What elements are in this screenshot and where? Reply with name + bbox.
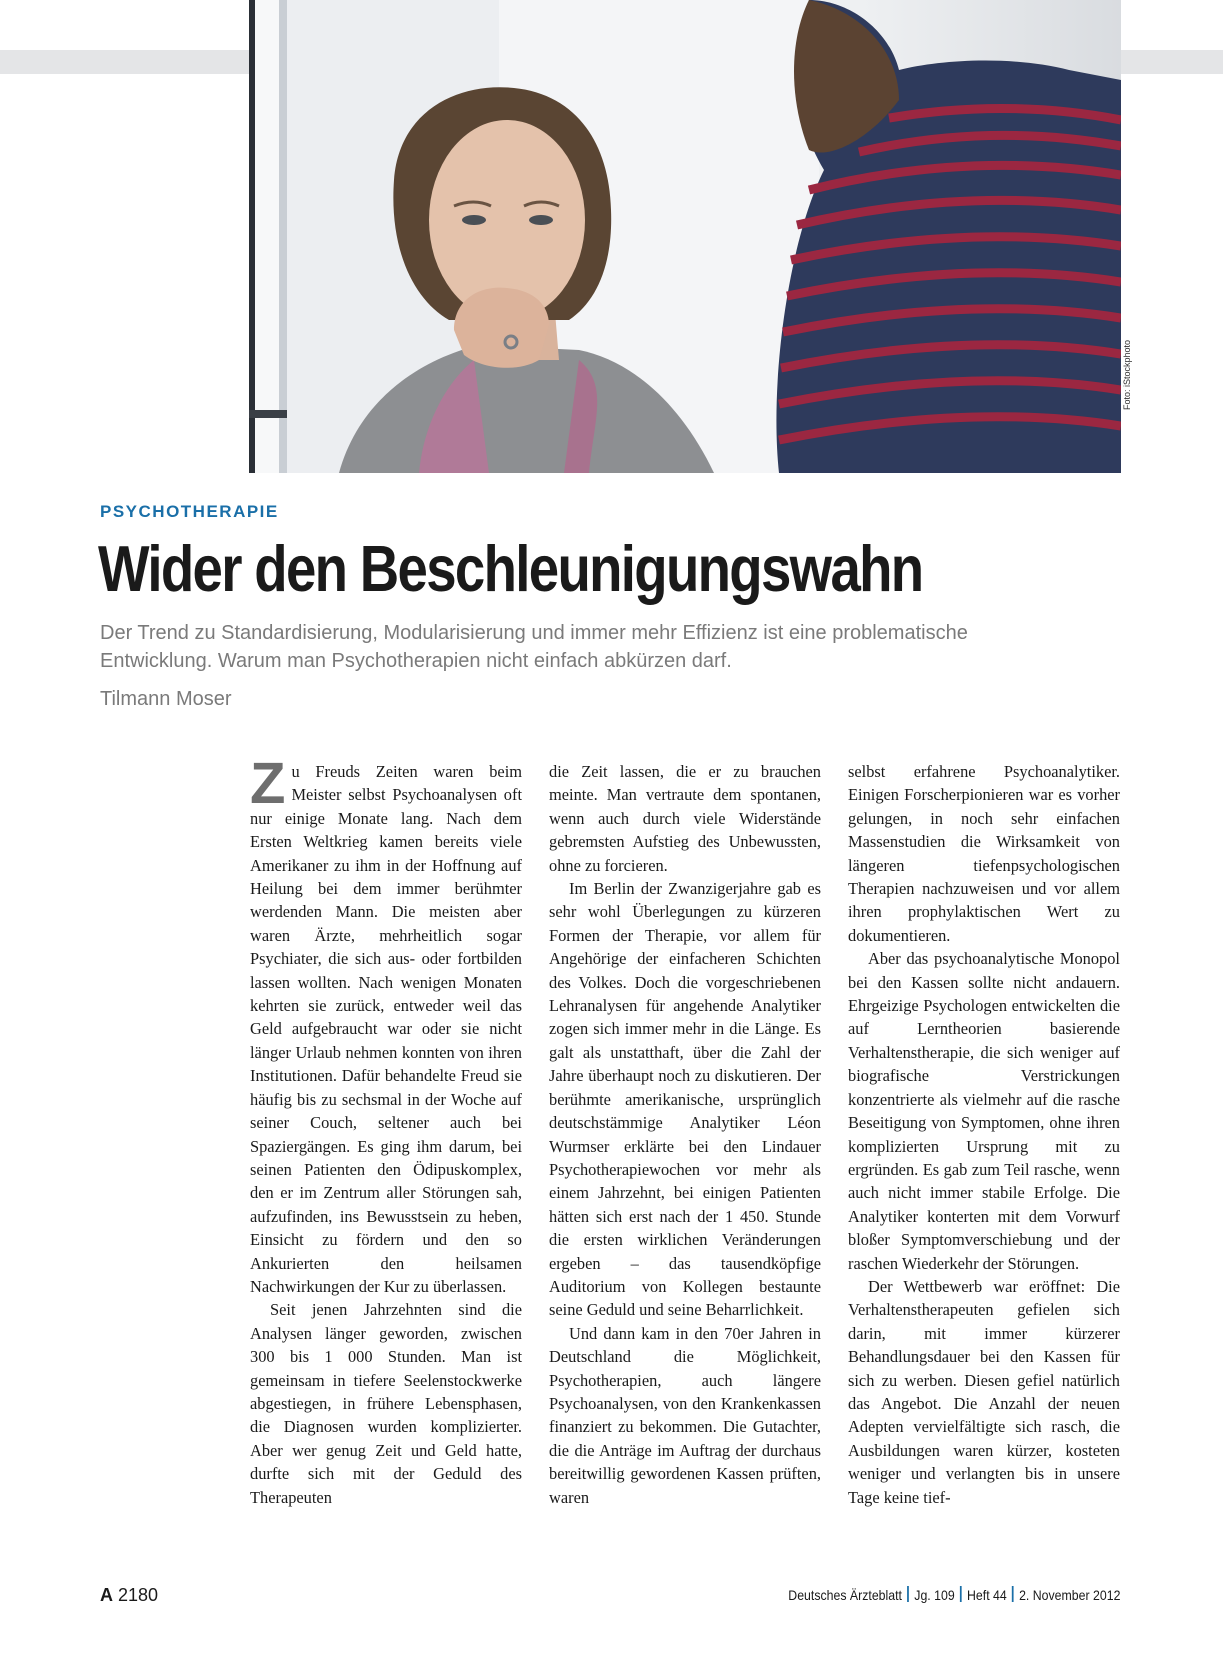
paragraph: Zu Freuds Zeiten waren beim Meister selbst Psychoanalysen oft nur einige Monate lang. Nach dem Ersten Weltkrieg kamen bereits viele Amerikaner zu ihm in der Hoffnung auf Heilung bei dem immer berühmter werdenden Mann. Die meisten aber waren Ärzte, mehrheitlich sogar Psychiater, die sich aus- oder fortbilden lassen wollten. Nach wenigen Monaten kehrten sie zurück, entweder weil das Geld aufgebraucht war oder sie nicht länger Urlaub nehmen konnten von ihren Institutionen. Dafür behandelte Freud sie häufig bis zu sechsmal in der Woche auf seiner Couch, seltener auch bei Spaziergängen. Es ging ihm darum, bei seinen Patienten den Ödipuskomplex, den er im Zentrum aller Störungen sah, aufzufinden, ins Bewusstsein zu heben, Einsicht zu fördern und den so Ankurierten den heilsamen Nachwirkungen der Kur zu überlassen. — [250, 751, 522, 1296]
text-column-3 — [848, 760, 1120, 1509]
section-label: PSYCHOTHERAPIE — [100, 502, 279, 521]
photo-credit: Foto: iStockphoto — [1122, 339, 1132, 410]
separator — [1012, 1586, 1014, 1602]
separator — [960, 1586, 962, 1602]
text-column-1 — [250, 751, 522, 1509]
page-number: A 2180 — [100, 1585, 159, 1605]
journal-issue: Heft 44 — [966, 1587, 1007, 1603]
drop-cap: Z — [250, 751, 286, 816]
paragraph: Der Wettbewerb war eröffnet: Die Verhaltenstherapeuten gefielen sich darin, mit immer kürzerer Behandlungsdauer bei den Kassen für sich zu werben. Diesen gefiel natürlich das Angebot. Die Anzahl der neuen Adepten vervielfältigte sich rasch, die Ausbildungen waren kürzer, kosteten weniger und verlangten bis in unsere Tage keine tief- — [848, 1276, 1120, 1507]
article-photo — [249, 0, 1121, 473]
paragraph: Und dann kam in den 70er Jahren in Deutschland die Möglichkeit, Psychotherapien, auch längere Psychoanalysen, von den Krankenkassen finanziert zu bekommen. Die Gutachter, die die Anträge im Auftrag der durchaus bereitwillig gewordenen Kassen prüften, waren — [549, 1323, 821, 1507]
issue-date: 2. November 2012 — [1018, 1587, 1120, 1603]
subtitle: Der Trend zu Standardisierung, Modularisierung und immer mehr Effizienz ist eine problematische Entwicklung. Warum man Psychotherapien nicht einfach abkürzen darf. — [100, 622, 968, 672]
separator — [907, 1586, 909, 1602]
paragraph: Im Berlin der Zwanzigerjahre gab es sehr wohl Überlegungen zu kürzeren Formen der Therapie, vor allem für Angehörige der einfacheren Schichten des Volkes. Doch die vorgeschriebenen Lehranalysen für angehende Analytiker zogen sich immer mehr in die Länge. Es galt als unstatthaft, über die Zahl der Jahre überhaupt noch zu diskutieren. Der berühmte amerikanische, ursprünglich deutschstämmige Analytiker Léon Wurmser erklärte bei den Lindauer Psychotherapiewochen vor mehr als einem Jahrzehnt, bei einigen Patienten hätten sich erst nach der 1 450. Stunde die ersten wirklichen Veränderungen ergeben – das tausendköpfige Auditorium von Kollegen bestaunte seine Geduld und seine Beharrlichkeit. — [549, 879, 821, 1320]
paragraph: selbst erfahrene Psychoanalytiker. Einigen Forscherpionieren war es vorher gelungen, in noch sehr einfachen Massenstudien die Wirksamkeit von längeren tiefenpsychologischen Therapien nachzuweisen und vor allem ihren prophylaktischen Wert zu dokumentieren. — [848, 762, 1120, 945]
paragraph: Aber das psychoanalytische Monopol bei den Kassen sollte nicht andauern. Ehrgeizige Psychologen entwickelten die auf Lerntheorien basierende Verhaltenstherapie, die sich weniger auf biografische Verstrickungen konzentrierte als vielmehr auf die rasche Beseitigung von Symptomen, ohne ihren komplizierten Ursprung mit zu ergründen. Es gab zum Teil rasche, wenn auch nicht immer stabile Erfolge. Die Analytiker konterten mit dem Vorwurf bloßer Symptomverschiebung und der raschen Wiederkehr der Störungen. — [848, 949, 1120, 1273]
journal-volume: Jg. 109 — [913, 1587, 955, 1603]
paragraph: die Zeit lassen, die er zu brauchen meinte. Man vertraute dem spontanen, wenn auch durch viele Widerstände gebremsten Aufstieg des Unbewussten, ohne zu forcieren. — [549, 762, 821, 875]
paragraph: Seit jenen Jahrzehnten sind die Analysen länger geworden, zwischen 300 bis 1 000 Stunden. Man ist gemeinsam in tiefere Seelenstockwerke abgestiegen, in frühere Lebensphasen, die Diagnosen wurden komplizierter. Aber wer genug Zeit und Geld hatte, durfte sich mit der Geduld des Therapeuten — [250, 1300, 522, 1507]
text-column-2 — [549, 760, 821, 1509]
journal-footer — [788, 1586, 1120, 1603]
article-body — [0, 751, 1223, 1560]
journal-name: Deutsches Ärzteblatt — [787, 1587, 902, 1603]
author: Tilmann Moser — [100, 688, 232, 710]
headline: Wider den Beschleunigungswahn — [98, 532, 923, 605]
